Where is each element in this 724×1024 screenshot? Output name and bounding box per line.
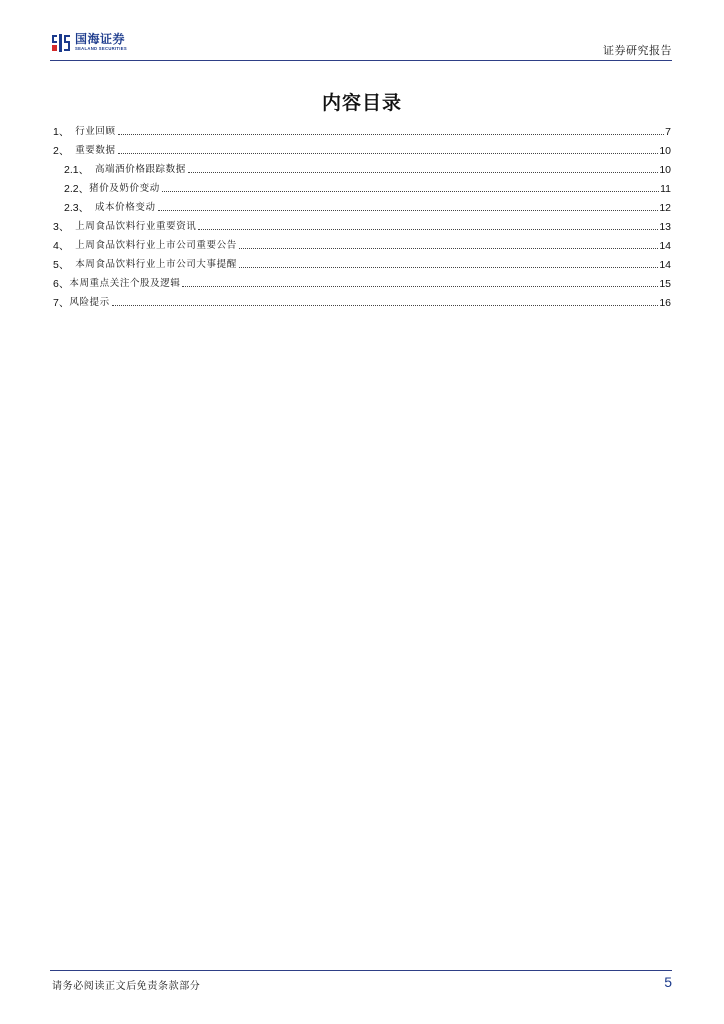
toc-entry[interactable]: [53, 252, 671, 271]
toc-entry-page: 14: [659, 259, 671, 271]
toc-entry-page: 10: [659, 164, 671, 176]
disclaimer-text: 请务必阅读正文后免责条款部分: [52, 981, 201, 992]
toc-entry-page: 15: [659, 278, 671, 290]
toc-leader-dots: [112, 305, 659, 306]
toc-entry-title: 上周食品饮料行业上市公司重要公告: [75, 240, 237, 251]
toc-leader-dots: [118, 134, 665, 135]
toc-entry-page: 12: [659, 202, 671, 214]
toc-entry-title: 高端酒价格跟踪数据: [94, 164, 186, 175]
toc-entry-page: 13: [659, 221, 671, 233]
toc-entry-number: 2、: [53, 145, 76, 157]
toc-entry-title: 行业回顾: [75, 126, 116, 137]
toc-entry[interactable]: [53, 195, 671, 214]
toc-entry-number: 2.2、: [64, 183, 90, 195]
toc-entry[interactable]: [53, 138, 671, 157]
sealand-logo-icon: [50, 32, 72, 54]
toc-entry-title: 本周重点关注个股及逻辑: [69, 278, 181, 289]
toc-entry-number: 4、: [53, 240, 76, 252]
toc-entry-title: 成本价格变动: [94, 202, 156, 213]
toc-entry-number: 6、: [53, 278, 70, 290]
toc-entry-title: 猪价及奶价变动: [89, 183, 160, 194]
toc-entry-page: 14: [659, 240, 671, 252]
toc-entry-title: 重要数据: [75, 145, 116, 156]
table-of-contents: [53, 119, 671, 309]
toc-leader-dots: [188, 172, 658, 173]
page-footer: [50, 970, 672, 999]
toc-entry[interactable]: [53, 157, 671, 176]
toc-entry-number: 2.1、: [64, 164, 95, 176]
report-type-label: 证券研究报告: [603, 44, 672, 57]
toc-entry[interactable]: [53, 233, 671, 252]
logo-english-name: SEALAND SECURITIES: [75, 46, 127, 51]
toc-leader-dots: [239, 267, 659, 268]
toc-entry-number: 5、: [53, 259, 76, 271]
toc-entry-title: 上周食品饮料行业重要资讯: [75, 221, 197, 232]
toc-leader-dots: [158, 210, 659, 211]
toc-leader-dots: [118, 153, 659, 154]
toc-entry-page: 11: [660, 183, 671, 195]
toc-leader-dots: [239, 248, 659, 249]
toc-entry-number: 3、: [53, 221, 76, 233]
logo-chinese-name: 国海证券: [75, 32, 126, 46]
company-logo: [50, 32, 127, 54]
toc-leader-dots: [162, 191, 659, 192]
toc-entry-title: 本周食品饮料行业上市公司大事提醒: [75, 259, 237, 270]
toc-entry[interactable]: [53, 214, 671, 233]
page-header: [50, 28, 672, 61]
toc-entry-number: 2.3、: [64, 202, 95, 214]
toc-entry-page: 10: [659, 145, 671, 157]
toc-title: 内容目录: [321, 92, 402, 114]
toc-leader-dots: [198, 229, 658, 230]
toc-entry[interactable]: [53, 176, 671, 195]
page-number: 5: [664, 974, 672, 990]
toc-entry-number: 1、: [53, 126, 76, 138]
toc-entry-page: 16: [659, 297, 671, 309]
toc-entry[interactable]: [53, 271, 671, 290]
toc-entry[interactable]: [53, 290, 671, 309]
toc-entry-number: 7、: [53, 297, 70, 309]
toc-leader-dots: [182, 286, 658, 287]
toc-entry-title: 风险提示: [69, 297, 110, 308]
toc-entry-page: 7: [665, 126, 671, 138]
toc-entry[interactable]: [53, 119, 671, 138]
